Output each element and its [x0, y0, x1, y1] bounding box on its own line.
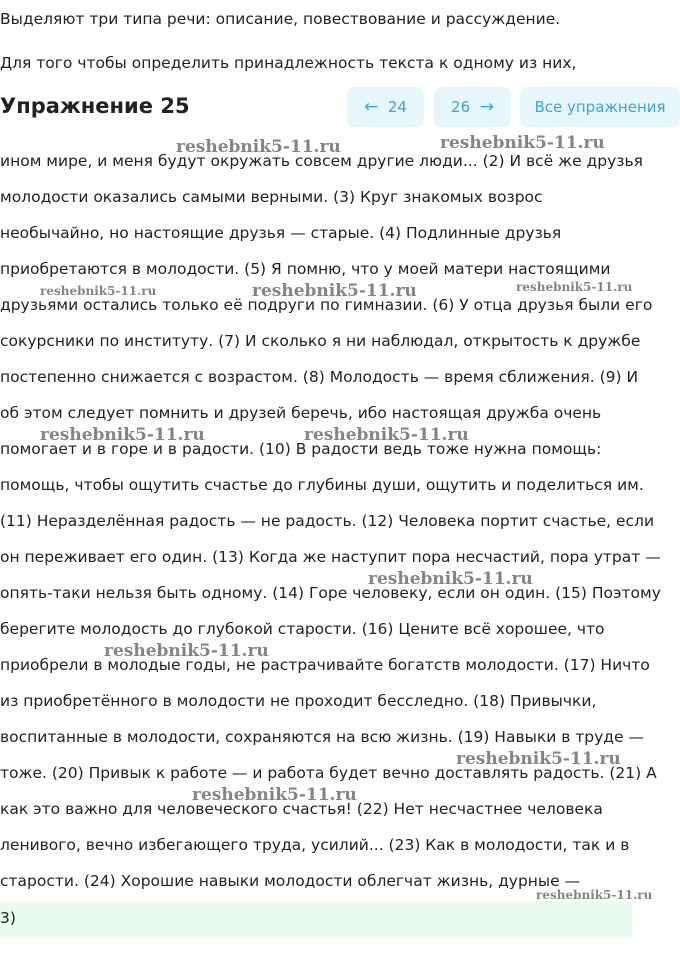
text-line: опять-таки нельзя быть одному. (14) Горе человеку, если он один. (15) Поэтому	[0, 584, 661, 602]
intro-line-2: Для того чтобы определить принадлежность текста к одному из них,	[0, 54, 577, 72]
text-line: (11) Неразделённая радость — не радость. (12) Человека портит счастье, если	[0, 512, 655, 530]
answer-highlight	[0, 901, 632, 937]
text-line: сокурсники по институту. (7) И сколько я ни наблюдал, открытость к дружбе	[0, 332, 641, 350]
next-exercise-label: 26	[451, 98, 471, 116]
prev-exercise-label: 24	[387, 98, 407, 116]
watermark: reshebnik5-11.ru	[40, 425, 205, 445]
text-line: как это важно для человеческого счастья! (22) Нет несчастнее человека	[0, 800, 603, 818]
watermark: reshebnik5-11.ru	[252, 281, 417, 301]
watermark: reshebnik5-11.ru	[456, 749, 621, 769]
next-exercise-button[interactable]	[434, 87, 511, 127]
answer-text: 3)	[0, 909, 16, 927]
watermark: reshebnik5-11.ru	[192, 785, 357, 805]
watermark: reshebnik5-11.ru	[536, 888, 653, 902]
text-line: помогает и в горе и в радости. (10) В радости ведь тоже нужна помощь:	[0, 440, 602, 458]
watermark: reshebnik5-11.ru	[104, 641, 269, 661]
text-line: необычайно, но настоящие друзья — старые. (4) Подлинные друзья	[0, 224, 562, 242]
text-line: старости. (24) Хорошие навыки молодости облегчат жизнь, дурные —	[0, 872, 581, 890]
watermark: reshebnik5-11.ru	[176, 137, 341, 157]
arrow-right-icon: →	[479, 97, 494, 117]
text-line: ленивого, вечно избегающего труда, усилий... (23) Как в молодости, так и в	[0, 836, 630, 854]
text-line: он переживает его один. (13) Когда же наступит пора несчастий, пора утрат —	[0, 548, 661, 566]
text-line: берегите молодость до глубокой старости. (16) Цените всё хорошее, что	[0, 620, 605, 638]
watermark: reshebnik5-11.ru	[304, 425, 469, 445]
text-line: об этом следует помнить и друзей беречь, ибо настоящая дружба очень	[0, 404, 602, 422]
exercise-title: Упражнение 25	[0, 94, 190, 118]
text-line: из приобретённого в молодости не проходит бесследно. (18) Привычки,	[0, 692, 597, 710]
all-exercises-button[interactable]: Все упражнения	[520, 87, 680, 127]
text-line: постепенно снижается с возрастом. (8) Молодость — время сближения. (9) И	[0, 368, 639, 386]
intro-line-1: Выделяют три типа речи: описание, повествование и рассуждение.	[0, 10, 561, 28]
text-line: воспитанные в молодости, сохраняются на всю жизнь. (19) Навыки в труде —	[0, 728, 644, 746]
prev-exercise-button[interactable]	[347, 87, 424, 127]
watermark: reshebnik5-11.ru	[440, 133, 605, 153]
text-line: тоже. (20) Привык к работе — и работа будет вечно доставлять радость. (21) А	[0, 764, 657, 782]
watermark: reshebnik5-11.ru	[516, 280, 633, 294]
text-line: друзьями остались только её подруги по гимназии. (6) У отца друзья были его	[0, 296, 653, 314]
text-line: ином мире, и меня будут окружать совсем другие люди... (2) И всё же друзья	[0, 152, 643, 170]
text-line: молодости оказались самыми верными. (3) Круг знакомых возрос	[0, 188, 543, 206]
text-line: приобретаются в молодости. (5) Я помню, что у моей матери настоящими	[0, 260, 611, 278]
arrow-left-icon: ←	[364, 97, 379, 117]
watermark: reshebnik5-11.ru	[40, 284, 157, 298]
text-line: приобрели в молодые годы, не растрачивайте богатств молодости. (17) Ничто	[0, 656, 650, 674]
text-line: помощь, чтобы ощутить счастье до глубины души, ощутить и поделиться им.	[0, 476, 644, 494]
watermark: reshebnik5-11.ru	[368, 569, 533, 589]
